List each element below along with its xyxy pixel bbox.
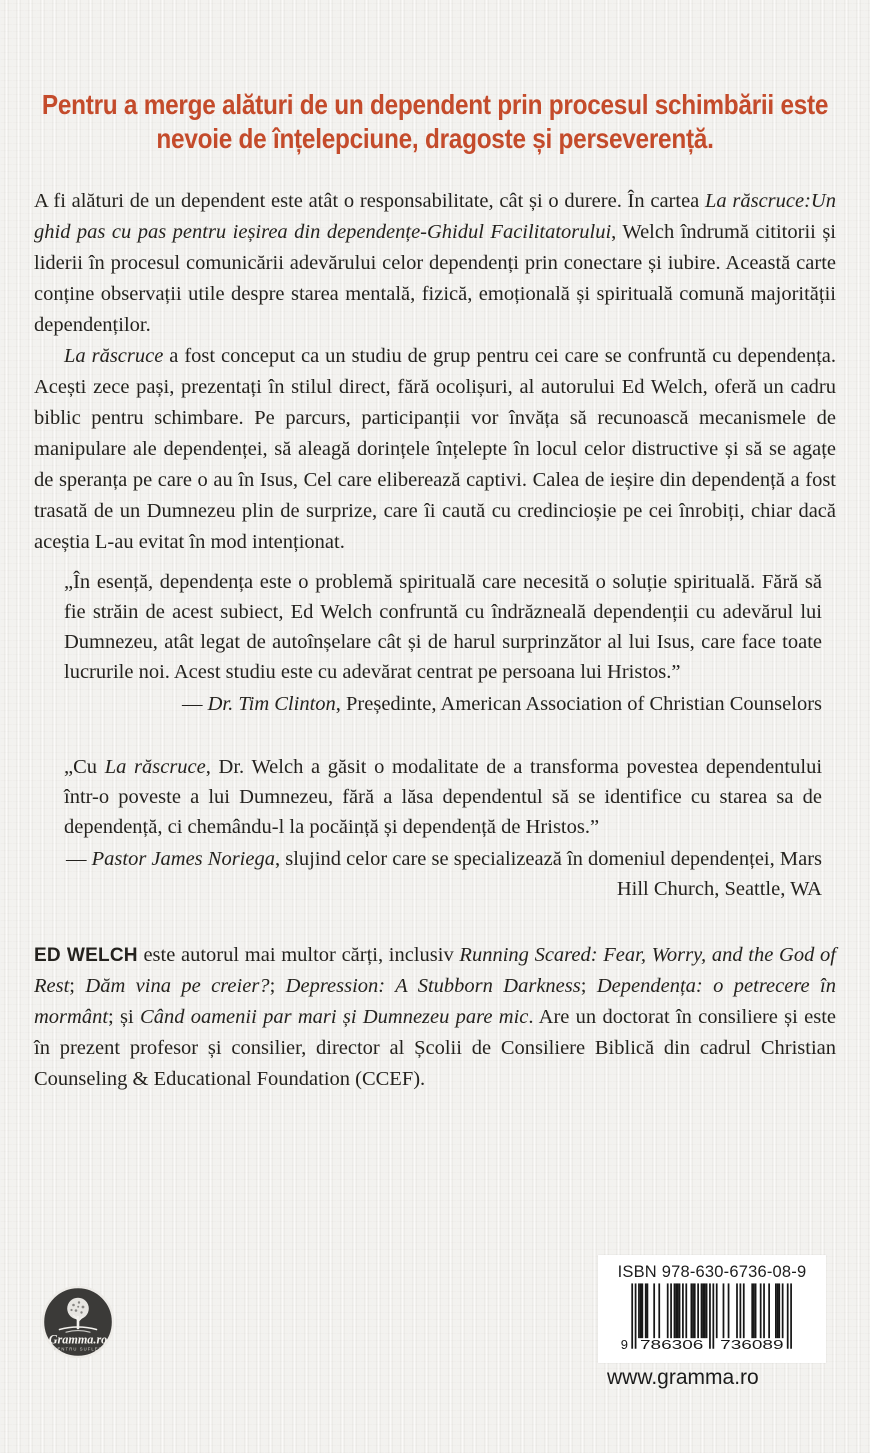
svg-text:9: 9 — [620, 1337, 628, 1353]
isbn-label: ISBN 978-630-6736-08-9 — [617, 1263, 807, 1281]
svg-text:786306: 786306 — [639, 1337, 704, 1353]
isbn-barcode-block — [598, 1255, 826, 1363]
endorsement-1 — [64, 567, 822, 719]
endorsement-1-attribution: — Dr. Tim Clinton, Președinte, American Association of Christian Counselors — [181, 693, 822, 715]
author-bio — [34, 940, 836, 1095]
logo-name: Gramma.ro — [48, 1332, 108, 1347]
endorsement-1-text: „În esență, dependența este o problemă spirituală care necesită o soluție spirituală. Fără să fie străin de acest subiect, Ed Welch confruntă cu îndrăzneală dependenții cu adevărul lui Dumnezeu, atât legat de autoînșelare cât și de harul surprinzător al lui Isus, care face toate lucrurile noi. Acest studiu este cu adevărat centrat pe persoana lui Hristos.” — [64, 571, 822, 683]
synopsis — [34, 186, 836, 558]
headline-line-1: Pentru a merge alături de un dependent prin procesul schimbării este — [41, 89, 829, 120]
headline — [0, 88, 870, 156]
endorsement-2-text: „Cu La răscruce, Dr. Welch a găsit o modalitate de a transforma povestea dependentului într-o poveste a lui Dumnezeu, fără a lăsa dependentul să se identifice cu starea sa de dependență, ci chemându-l la pocăință și dependență de Hristos.” — [64, 756, 823, 838]
logo-tagline: PENTRU SUFLET — [53, 1346, 103, 1352]
synopsis-paragraph-1: A fi alături de un dependent este atât o responsabilitate, cât și o durere. În cartea La răscruce:Un ghid pas cu pas pentru ieșirea din dependențe-Ghidul Facilitatorului, Welch îndrumă cititorii și liderii în procesul comunicării adevărului celor dependenți prin conectare și iubire. Această carte conține observații utile despre starea mentală, fizică, emoțională și spirituală comună majorității dependenților. — [34, 190, 836, 336]
endorsement-2 — [64, 752, 822, 904]
svg-text:736089: 736089 — [720, 1337, 784, 1353]
synopsis-paragraph-2: La răscruce a fost conceput ca un studiu de grup pentru cei care se confruntă cu dependența. Acești zece pași, prezentați în stilul direct, fără ocolișuri, al autorului Ed Welch, oferă un cadru biblic pentru schimbare. Pe parcurs, participanții vor învăța să recunoască mecanismele de manipulare ale dependenței, să aleagă dorințele înțelepte în locul celor distructive și să se agațe de speranța pe care o au în Isus, Cel care eliberează captivi. Calea de ieșire din dependență a fost trasată de un Dumnezeu plin de surprize, care îi caută cu credincioșie pe cei înrobiți, chiar dacă aceștia L-au evitat în mod intenționat. — [34, 345, 836, 553]
endorsement-2-attribution: — Pastor James Noriega, slujind celor care se specializează în domeniul dependenței, Mars Hill Church, Seattle, WA — [66, 848, 822, 900]
headline-line-2: nevoie de înțelepciune, dragoste și perseverență. — [156, 123, 714, 154]
ean13-barcode — [615, 1283, 809, 1353]
publisher-logo — [42, 1286, 114, 1358]
publisher-website: www.gramma.ro — [607, 1366, 759, 1389]
author-bio-text: ED WELCH este autorul mai multor cărți, inclusiv Running Scared: Fear, Worry, and the God of Rest; Dăm vina pe creier?; Depression: A Stubborn Darkness; Dependența: o petrecere în mormânt; și Când oamenii par mari și Dumnezeu pare mic. Are un doctorat în consiliere și este în prezent profesor și consilier, director al Școlii de Consiliere Biblică din cadrul Christian Counseling & Educational Foundation (CCEF). — [34, 944, 836, 1090]
